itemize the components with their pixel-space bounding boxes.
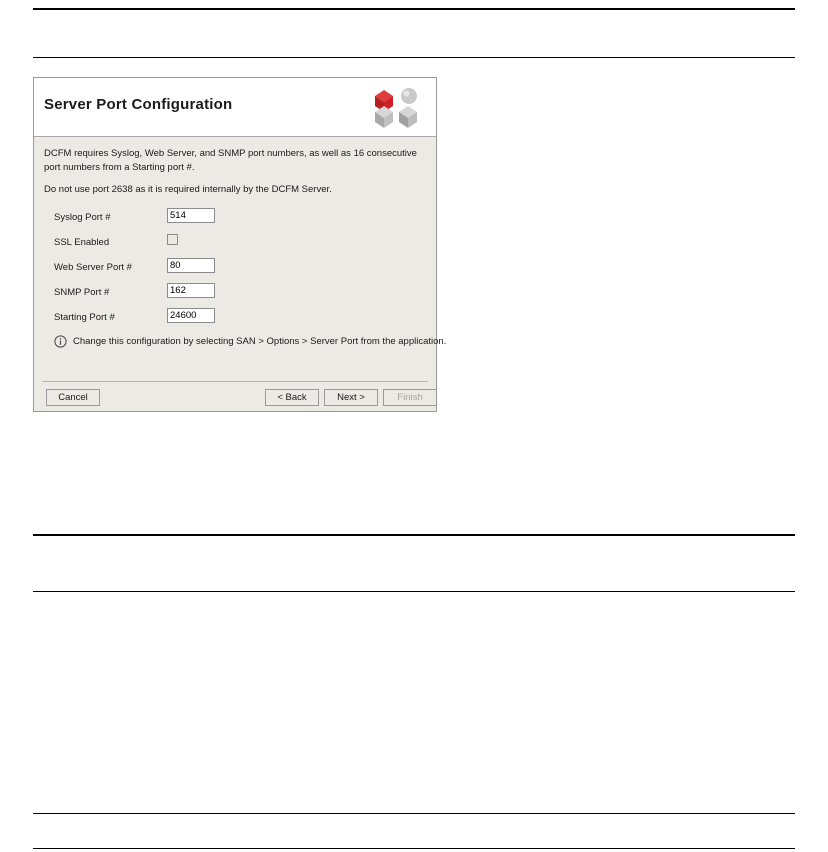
cancel-button[interactable]: Cancel — [46, 389, 100, 406]
footer-divider — [42, 381, 428, 382]
page-rule-section-a-top — [33, 534, 795, 536]
note-text: Do not use port 2638 as it is required internally by the DCFM Server. — [44, 184, 332, 195]
page-rule-header-bottom — [33, 57, 795, 58]
configuration-hint-text: Change this configuration by selecting SAN > Options > Server Port from the application. — [73, 336, 447, 347]
back-button[interactable]: < Back — [265, 389, 319, 406]
server-port-configuration-dialog — [33, 77, 447, 412]
next-button[interactable]: Next > — [324, 389, 378, 406]
form-row-syslog-port — [54, 207, 424, 232]
dialog-header — [34, 78, 436, 137]
dialog-body — [34, 137, 447, 381]
page-title: Server Port Configuration — [44, 96, 233, 113]
configuration-hint — [54, 335, 446, 348]
form-row-snmp-port — [54, 282, 424, 307]
ssl-enabled-label: SSL Enabled — [54, 237, 110, 248]
page-rule-section-b-top — [33, 813, 795, 814]
info-icon — [54, 335, 67, 348]
page-rule-section-a-bottom — [33, 591, 795, 592]
starting-port-input[interactable] — [167, 308, 215, 323]
form-row-web-server-port — [54, 257, 424, 282]
syslog-port-label: Syslog Port # — [54, 212, 111, 223]
ssl-enabled-checkbox[interactable] — [167, 234, 178, 245]
intro-text: DCFM requires Syslog, Web Server, and SNMP port numbers, as well as 16 consecutive port numbers from a Starting port #. — [44, 148, 417, 173]
snmp-port-label: SNMP Port # — [54, 287, 110, 298]
cubes-and-sphere-logo — [370, 86, 424, 130]
web-server-port-input[interactable] — [167, 258, 215, 273]
dialog-footer — [34, 381, 436, 411]
web-server-port-label: Web Server Port # — [54, 262, 132, 273]
starting-port-label: Starting Port # — [54, 312, 115, 323]
form-row-ssl-enabled — [54, 232, 424, 257]
finish-button: Finish — [383, 389, 437, 406]
port-settings-form — [54, 207, 424, 332]
page-rule-top — [33, 8, 795, 10]
snmp-port-input[interactable] — [167, 283, 215, 298]
syslog-port-input[interactable] — [167, 208, 215, 223]
page-rule-section-b-bottom — [33, 848, 795, 849]
form-row-starting-port — [54, 307, 424, 332]
